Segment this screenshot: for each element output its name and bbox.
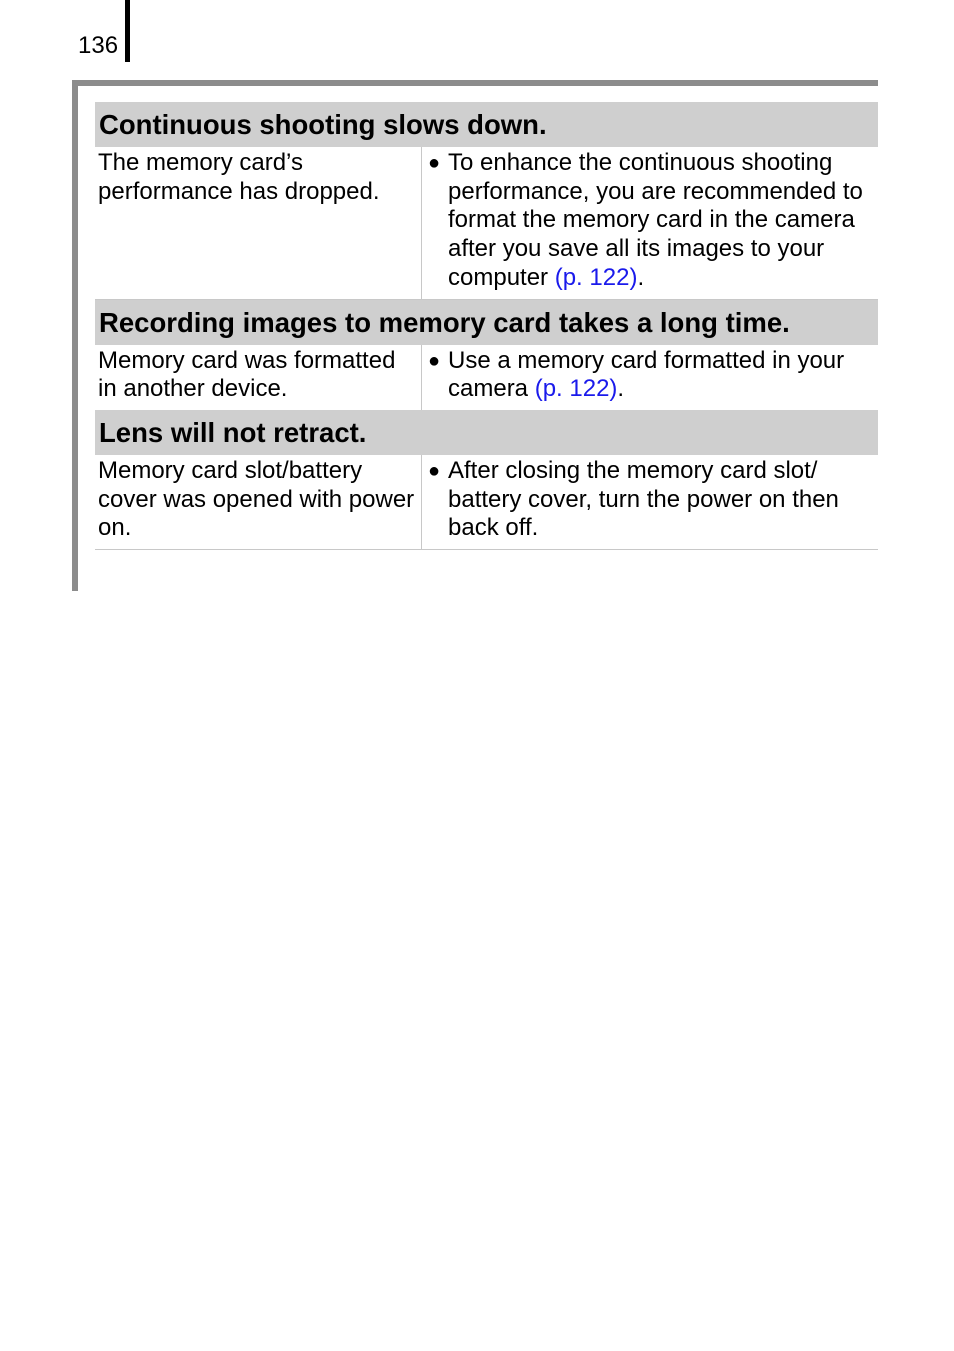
table-row xyxy=(95,455,878,550)
remedy-suffix: . xyxy=(637,263,645,291)
remedy-text xyxy=(448,347,872,404)
bullet-icon: ● xyxy=(428,459,441,482)
remedy-text: After closing the memory card slot/ battery cover, turn the power on then back off. xyxy=(448,456,839,542)
section-frame-top xyxy=(72,80,878,86)
cause-cell: Memory card slot/battery cover was opened with power on. xyxy=(95,455,422,549)
remedy-suffix: . xyxy=(617,375,625,403)
section-frame-left xyxy=(72,80,78,591)
bullet-icon: ● xyxy=(428,152,441,174)
remedy-cell xyxy=(422,455,878,549)
cause-cell: Memory card was formatted in another device. xyxy=(95,345,422,410)
bullet-icon: ● xyxy=(428,349,441,372)
table-row xyxy=(95,345,878,410)
remedy-body: Use a memory card formatted in your camera xyxy=(448,346,845,403)
troubleshooting-table xyxy=(95,102,878,550)
page-reference-link[interactable]: (p. 122) xyxy=(554,263,638,291)
page-marker-bar xyxy=(125,0,130,62)
problem-heading: Continuous shooting slows down. xyxy=(95,102,878,147)
cause-cell: The memory card’s performance has dropped. xyxy=(95,147,422,299)
remedy-body: To enhance the continuous shooting performance, you are recommended to format the memory card in the camera after you save all its images to your computer xyxy=(448,149,863,291)
problem-heading: Recording images to memory card takes a long time. xyxy=(95,300,878,345)
page-reference-link[interactable]: (p. 122) xyxy=(534,375,618,403)
remedy-text xyxy=(448,149,872,293)
table-row xyxy=(95,147,878,300)
remedy-cell xyxy=(422,147,878,299)
problem-heading: Lens will not retract. xyxy=(95,410,878,455)
page-number: 136 xyxy=(78,32,119,59)
remedy-cell xyxy=(422,345,878,410)
